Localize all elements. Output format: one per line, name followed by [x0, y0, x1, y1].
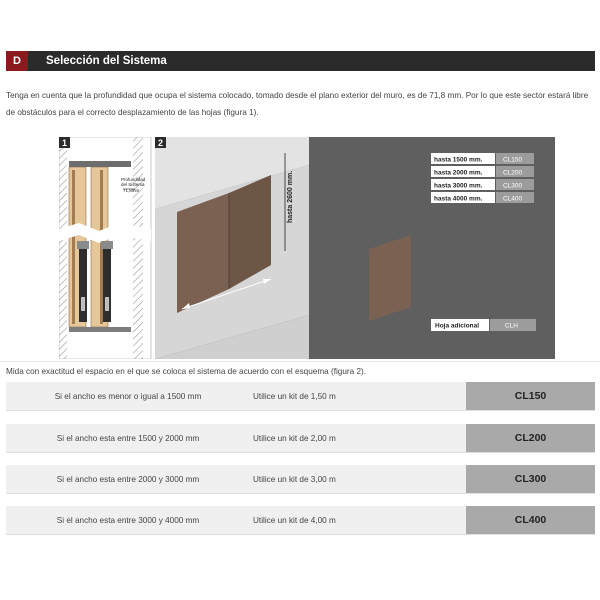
- height-label: hasta 2600 mm.: [287, 170, 294, 223]
- legend-range: hasta 4000 mm.: [434, 195, 483, 203]
- legend-code: CL400: [503, 195, 523, 203]
- legend-row: [431, 179, 534, 190]
- intro-paragraph: Tenga en cuenta que la profundidad que ocupa el sistema colocado, tomado desde el plano exterior del muro, es de 71,8 mm. Por lo que este sector estará libre de obstáculos para el correcto desplazamiento de las hojas (figura 1).: [6, 91, 589, 117]
- legend-code: CL200: [503, 169, 523, 177]
- kit-condition: Si el ancho esta entre 2000 y 3000 mm: [56, 474, 200, 484]
- extra-leaf-tag: [431, 319, 536, 331]
- system-figure: [59, 137, 555, 359]
- extra-leaf-label: Hoja adicional: [435, 322, 480, 330]
- legend-code: CL300: [503, 182, 523, 190]
- kit-row: [6, 424, 595, 453]
- kit-recommendation: Utilice un kit de 1,50 m: [253, 391, 336, 401]
- legend-row: [431, 153, 534, 164]
- section-title: Selección del Sistema: [46, 55, 167, 67]
- kit-row: [6, 506, 595, 535]
- figure-1-panel: [59, 137, 151, 359]
- legend-row: [431, 166, 534, 177]
- kit-row: [6, 465, 595, 494]
- divider: [0, 361, 600, 362]
- depth-label-3: 71,8mm: [123, 188, 140, 193]
- figure-2-panel: [155, 137, 555, 359]
- section-header: [6, 51, 595, 71]
- legend-range: hasta 1500 mm.: [434, 156, 483, 164]
- extra-leaf-code: CLH: [505, 322, 519, 330]
- kit-code: CL400: [466, 506, 595, 534]
- kit-code: CL200: [466, 424, 595, 452]
- legend-row: [431, 192, 534, 203]
- kit-recommendation: Utilice un kit de 2,00 m: [253, 433, 336, 443]
- panel-2-number: 2: [158, 138, 164, 148]
- kit-recommendation: Utilice un kit de 4,00 m: [253, 515, 336, 525]
- kit-row: [6, 382, 595, 411]
- depth-label-1: Profundidad: [121, 177, 146, 182]
- kit-condition: Si el ancho esta entre 1500 y 2000 mm: [56, 433, 200, 443]
- legend-code: CL150: [503, 156, 523, 164]
- kit-condition: Si el ancho esta entre 3000 y 4000 mm: [56, 515, 200, 525]
- depth-label-2: del Sistema: [121, 182, 145, 187]
- kit-recommendation: Utilice un kit de 3,00 m: [253, 474, 336, 484]
- kit-condition: Si el ancho es menor o igual a 1500 mm: [54, 391, 202, 401]
- legend-range: hasta 3000 mm.: [434, 182, 483, 190]
- kit-code: CL150: [466, 382, 595, 410]
- panel-1-number: 1: [62, 138, 68, 148]
- measure-instructions: Mida con exactitud el espacio en el que se coloca el sistema de acuerdo con el esquema (figura 2).: [6, 367, 367, 376]
- kit-code: CL300: [466, 465, 595, 493]
- section-badge: D: [6, 51, 28, 71]
- legend-range: hasta 2000 mm.: [434, 169, 483, 177]
